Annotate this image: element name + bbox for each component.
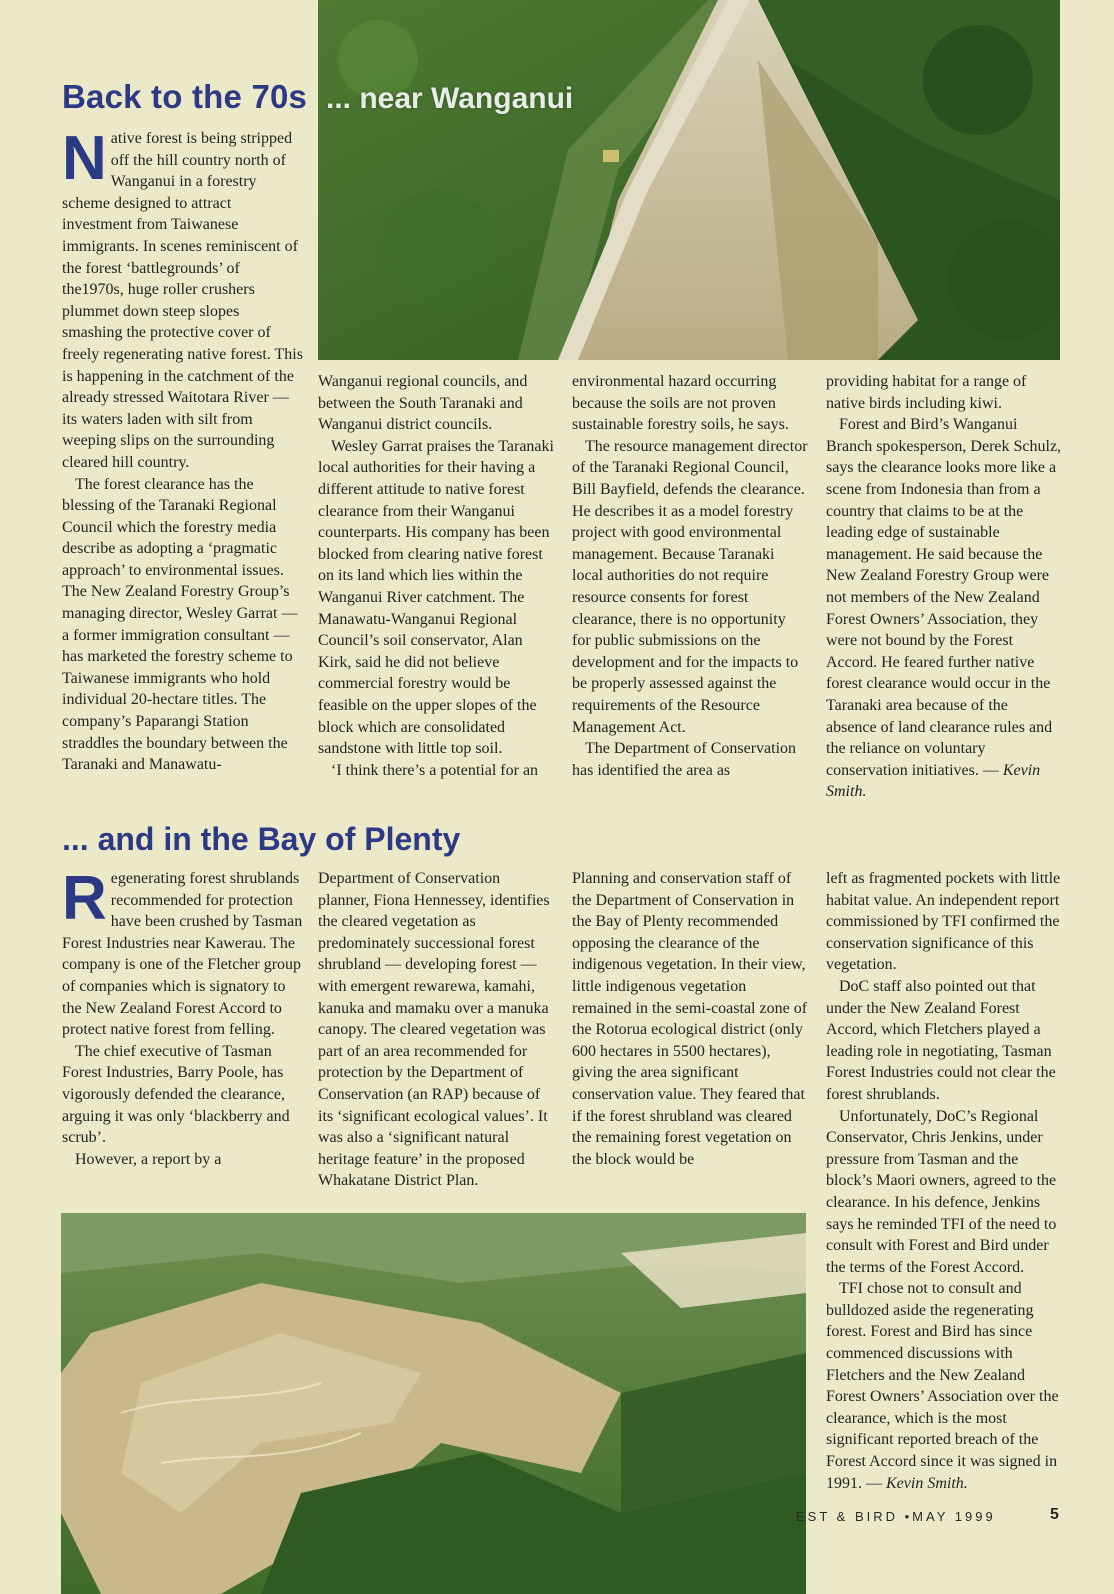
article1-title: Back to the 70s [62,78,308,115]
bay-of-plenty-clearance-photo [61,1213,806,1594]
article1-col1-p1: ative forest is being stripped off the hill country north of Wanganui in a forestry scheme designed to attract investment from Taiwanese immigrants. In scenes reminiscent of the forest ‘battlegrounds’ of the1970s, huge roller crushers plummet down steep slopes smashing the protective cover of freely regenerating native forest. This is happening in the catchment of the already stressed Waitotara River — its waters laden with silt from weeping slips on the surrounding cleared hill country. [62,130,303,471]
article1-col2-p3: ‘I think there’s a potential for an [331,761,539,779]
dropcap-n: N [62,124,107,193]
footer-magazine-issue: EST & BIRD •MAY 1999 [796,1509,996,1524]
article2-column-4 [826,868,1062,1494]
article1-col3-p3: The Department of Conservation has identified the area as [572,740,797,779]
article1-col1-p2: The forest clearance has the blessing of the Taranaki Regional Council which the forestry media describe as adopting a ‘pragmatic approach’ to environmental issues. The New Zealand Forestry Group’s managing director, Wesley Garrat — a former immigration consultant — has marketed the forestry scheme to Taiwanese immigrants who hold individual 20-hectare titles. The company’s Paparangi Station straddles the boundary between the Taranaki and Manawatu- [62,475,298,774]
article2-col3-p1: Planning and conservation staff of the Department of Conservation in the Bay of Plenty recommended opposing the clearance of the indigenous vegetation. In their view, little indigenous vegetation remained in the semi-coastal zone of the Rotorua ecological district (only 600 hectares in 5500 hectares), giving the area significant conservation value. They feared that if the forest shrubland was cleared the remaining forest vegetation on the block would be [572,870,808,1168]
photo-overlay-caption: ... near Wanganui [326,82,574,115]
article1-col3-p2: The resource management director of the Taranaki Regional Council, Bill Bayfield, defends the clearance. He describes it as a model forestry project with good environmental management. Because Taranaki local authorities do not require resource consents for forest clearance, there is no opportunity for public submissions on the development and for the impacts to be properly assessed against the requirements of the Resource Management Act. [572,437,808,736]
article1-col2-p2: Wesley Garrat praises the Taranaki local authorities for their having a different attitude to native forest clearance from their Wanganui counterparts. His company has been blocked from clearing native forest on its land which lies within the Wanganui River catchment. The Manawatu-Wanganui Regional Council’s soil conservator, Alan Kirk, said he did not believe commercial forestry would be feasible on the upper slopes of the block which are consolidated sandstone with little top soil. [318,437,554,758]
article1-column-2 [318,371,554,781]
article1-col2-p1: Wanganui regional councils, and between the South Taranaki and Wanganui district councils. [318,373,528,434]
article2-column-1 [62,864,303,1170]
article2-col2-p1: Department of Conservation planner, Fiona Hennessey, identifies the cleared vegetation as predominately successional forest shrubland — developing forest — with emergent rewarewa, kamahi, kanuka and mamaku over a manuka canopy. The cleared vegetation was part of an area recommended for protection by the Department of Conservation (an RAP) because of its ‘significant ecological values’. It was also a ‘significant natural heritage feature’ in the proposed Whakatane District Plan. [318,870,550,1190]
article1-column-3 [572,371,808,781]
roller-crusher-shape [603,150,619,162]
article1-col4-p1: providing habitat for a range of native birds including kiwi. [826,373,1027,412]
article2-col4-p2: DoC staff also pointed out that under the New Zealand Forest Accord, which Fletchers played a leading role in negotiating, Tasman Forest Industries could not clear the forest shrublands. [826,977,1056,1103]
article2-col1-p1: egenerating forest shrublands recommended for protection have been crushed by Tasman Forest Industries near Kawerau. The company is one of the Fletcher group of companies which is signatory to the New Zealand Forest Accord to protect native forest from felling. [62,870,303,1039]
article1-col4-p2: Forest and Bird’s Wanganui Branch spokesperson, Derek Schulz, says the clearance looks more like a scene from Indonesia than from a country that claims to be at the leading edge of sustainable management. He said because the New Zealand Forestry Group were not members of the New Zealand Forest Owners’ Association, they were not bound by the Forest Accord. He feared further native forest clearance would occur in the Taranaki area because of the absence of land clearance rules and the reliance on voluntary conservation initiatives. — [826,416,1062,779]
article2-column-2 [318,868,554,1192]
article1-column-4 [826,371,1062,803]
article2-col4-p1: left as fragmented pockets with little habitat value. An independent report commissioned by TFI confirmed the conservation significance of this vegetation. [826,870,1061,974]
article2-col4-p4: TFI chose not to consult and bulldozed aside the regenerating forest. Forest and Bird has since commenced discussions with Fletchers and the New Zealand Forest Owners’ Association over the clearance, which is the most significant reported breach of the Forest Accord since it was signed in 1991. — [826,1280,1059,1492]
dropcap-r: R [62,864,107,933]
article1-column-1 [62,124,303,776]
wanganui-clearance-photo [318,0,1060,360]
article1-col3-p1: environmental hazard occurring because the soils are not proven sustainable forestry soils, he says. [572,373,789,434]
article2-column-3 [572,868,808,1170]
article2-col1-p3: However, a report by a [75,1150,222,1168]
article2-col1-p2: The chief executive of Tasman Forest Industries, Barry Poole, has vigorously defended the clearance, arguing it was only ‘blackberry and scrub’. [62,1042,290,1147]
page-number: 5 [1050,1506,1059,1523]
article2-title: ... and in the Bay of Plenty [62,821,461,857]
article2-author: Kevin Smith. [886,1474,968,1492]
article1-author: Kevin Smith. [826,761,1041,801]
article2-col4-p3: Unfortunately, DoC’s Regional Conservator, Chris Jenkins, under pressure from Tasman and the block’s Maori owners, agreed to the clearance. In his defence, Jenkins says he reminded TFI of the need to consult with Forest and Bird under the terms of the Forest Accord. [826,1107,1057,1276]
